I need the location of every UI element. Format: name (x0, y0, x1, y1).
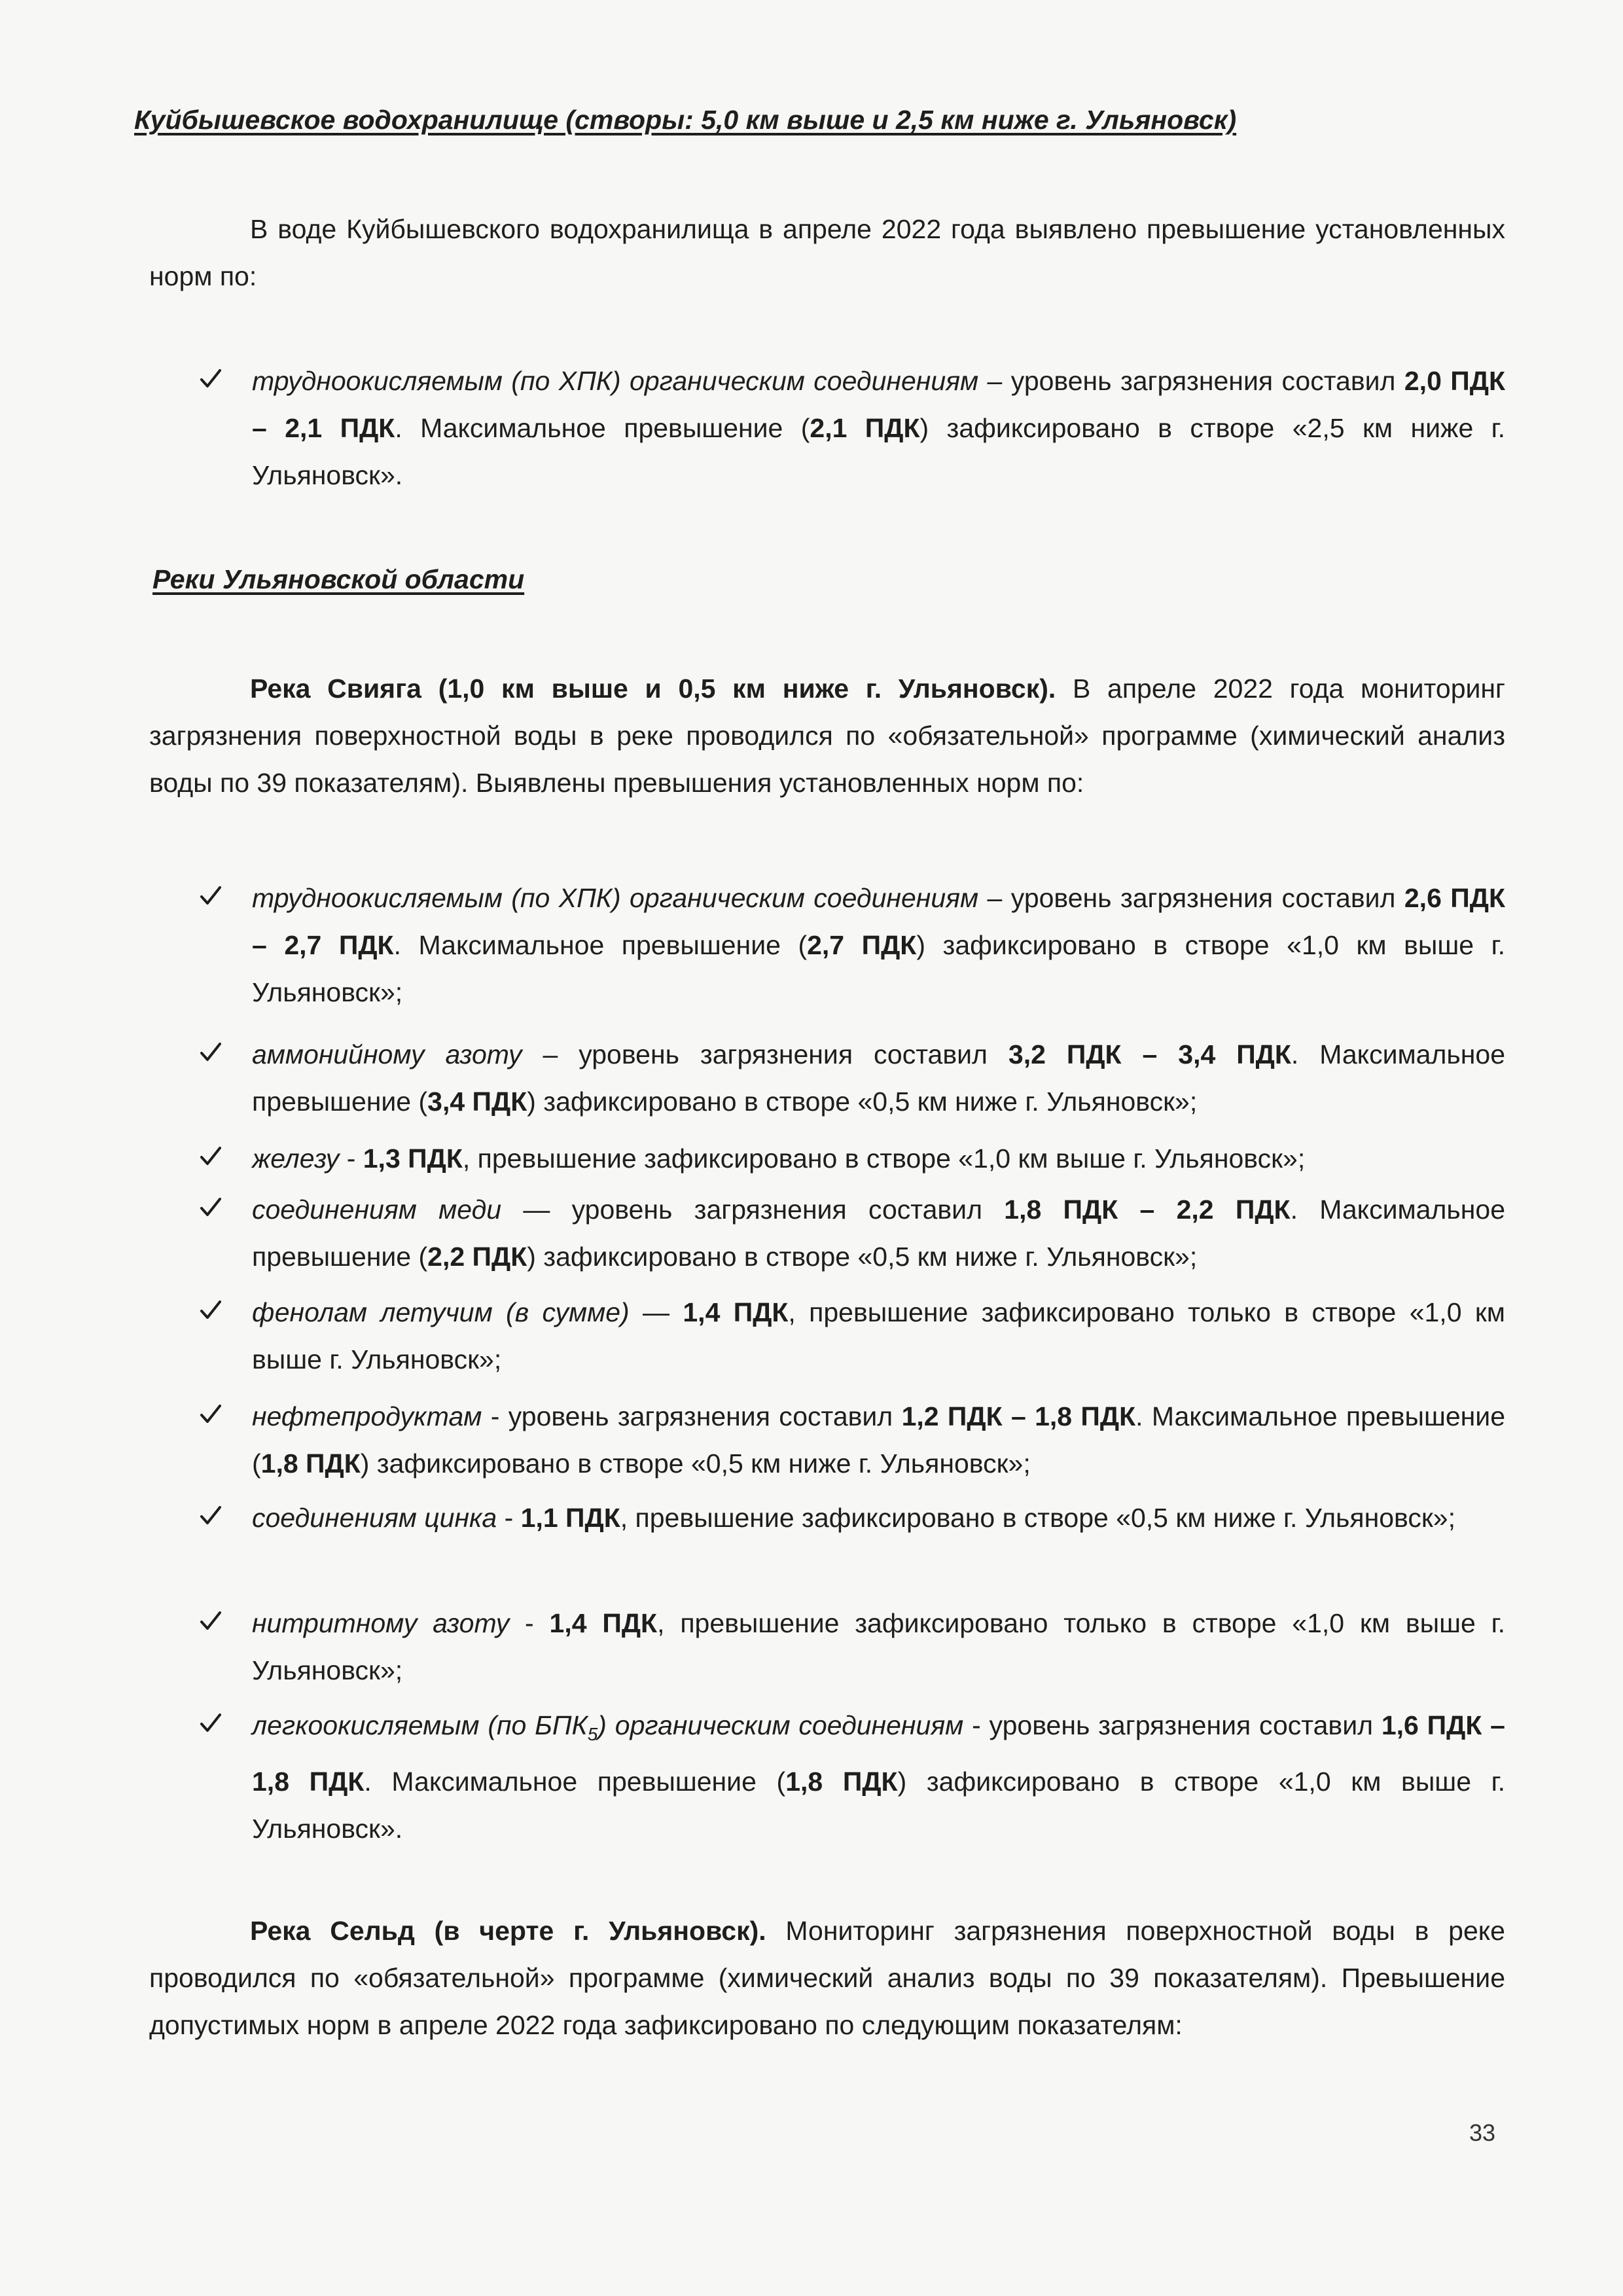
paragraph-kuibyshev-intro: В воде Куйбышевского водохранилища в апреле 2022 года выявлено превышение установленных норм по: (149, 214, 1505, 291)
list-item: трудноокисляемым (по ХПК) органическим соединениям – уровень загрязнения составил 2,6 ПДК – 2,7 ПДК. Максимальное превышение (2,7 ПДК) зафиксировано в створе «1,0 км выше г. Ульяновск»; (200, 874, 1505, 1016)
section-heading-kuibyshev: Куйбышевское водохранилище (створы: 5,0 км выше и 2,5 км ниже г. Ульяновск) (134, 105, 1237, 135)
list-item: железу - 1,3 ПДК, превышение зафиксировано в створе «1,0 км выше г. Ульяновск»; (200, 1135, 1505, 1182)
list-item: соединениям меди — уровень загрязнения составил 1,8 ПДК – 2,2 ПДК. Максимальное превышение (2,2 ПДК) зафиксировано в створе «0,5 км ниже г. Ульяновск»; (200, 1186, 1505, 1280)
paragraph-seld: Река Сельд (в черте г. Ульяновск). Мониторинг загрязнения поверхностной воды в реке проводился по «обязательной» программе (химический анализ воды по 39 показателям). Превышение допустимых норм в апреле 2022 года зафиксировано по следующим показателям: (149, 1916, 1505, 2040)
checkmark-icon (200, 1289, 231, 1336)
paragraph-sviyaga-intro: Река Свияга (1,0 км выше и 0,5 км ниже г. Ульяновск). В апреле 2022 года мониторинг загрязнения поверхностной воды в реке проводился по «обязательной» программе (химический анализ воды по 39 показателям). Выявлены превышения установленных норм по: (149, 673, 1505, 798)
checkmark-icon (200, 1600, 231, 1647)
checkmark-icon (200, 1031, 231, 1078)
checkmark-icon (200, 874, 231, 922)
checkmark-icon (200, 1135, 231, 1182)
checkmark-icon (200, 1393, 231, 1440)
checkmark-icon (200, 357, 231, 404)
checkmark-icon (200, 1186, 231, 1233)
checkmark-icon (200, 1702, 231, 1749)
list-item: аммонийному азоту – уровень загрязнения составил 3,2 ПДК – 3,4 ПДК. Максимальное превышение (3,4 ПДК) зафиксировано в створе «0,5 км ниже г. Ульяновск»; (200, 1031, 1505, 1125)
checkmark-icon (200, 1494, 231, 1541)
list-item: соединениям цинка - 1,1 ПДК, превышение зафиксировано в створе «0,5 км ниже г. Ульяновск»; (200, 1494, 1505, 1541)
list-item: нефтепродуктам - уровень загрязнения составил 1,2 ПДК – 1,8 ПДК. Максимальное превышение (1,8 ПДК) зафиксировано в створе «0,5 км ниже г. Ульяновск»; (200, 1393, 1505, 1487)
page-number: 33 (1469, 2119, 1496, 2146)
list-item: легкоокисляемым (по $БПК_5$) органическим соединениям - уровень загрязнения составил 1,6 ПДК – 1,8 ПДК. Максимальное превышение (1,8 ПДК) зафиксировано в створе «1,0 км выше г. Ульяновск». (200, 1702, 1505, 1852)
section-heading-rivers: Реки Ульяновской области (152, 564, 525, 594)
list-item: нитритному азоту - 1,4 ПДК, превышение зафиксировано только в створе «1,0 км выше г. Ульяновск»; (200, 1600, 1505, 1694)
list-item: трудноокисляемым (по ХПК) органическим соединениям – уровень загрязнения составил 2,0 ПДК – 2,1 ПДК. Максимальное превышение (2,1 ПДК) зафиксировано в створе «2,5 км ниже г. Ульяновск». (200, 357, 1505, 499)
list-item: фенолам летучим (в сумме) — 1,4 ПДК, превышение зафиксировано только в створе «1,0 км выше г. Ульяновск»; (200, 1289, 1505, 1383)
